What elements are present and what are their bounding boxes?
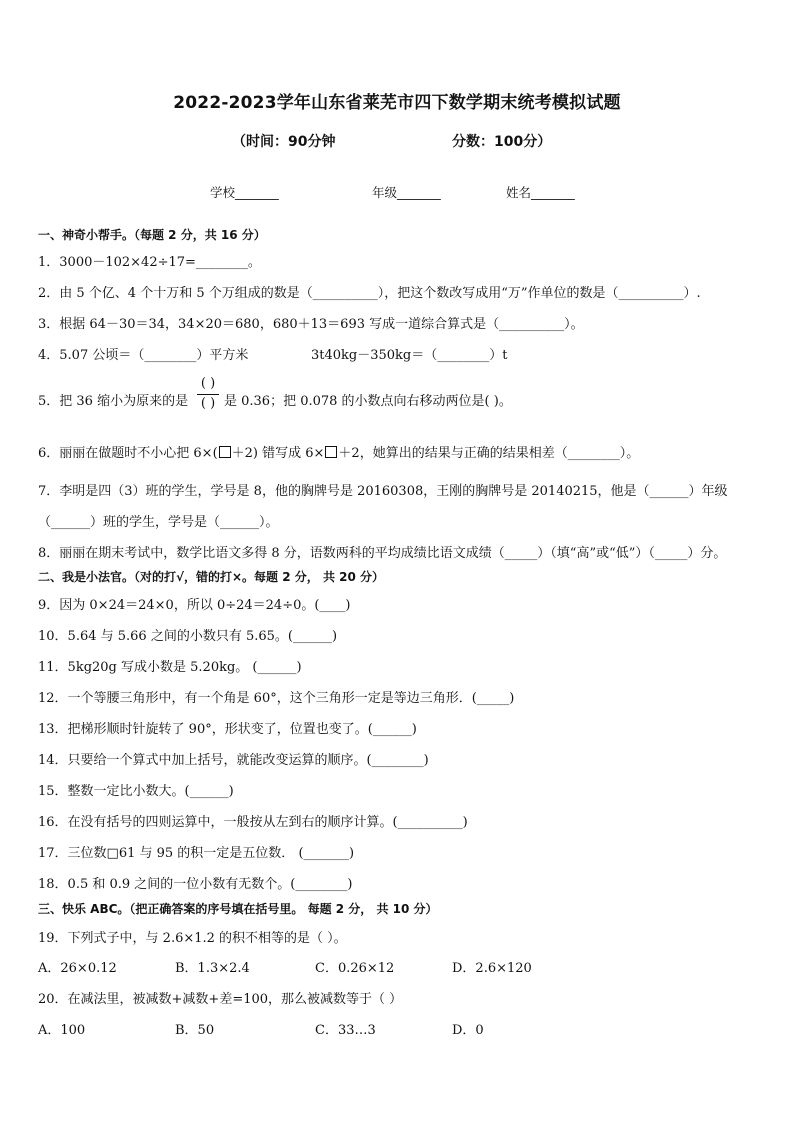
q19-option-a[interactable]: A．26×0.12 — [38, 961, 117, 976]
blank-square-icon — [325, 446, 337, 458]
question-2: 2．由 5 个亿、4 个十万和 5 个万组成的数是（__________），把这个数改写成用“万”作单位的数是（__________）. — [38, 286, 701, 301]
section-2-heading: 二、我是小法官。（对的打√，错的打×。每题 2 分， 共 20 分） — [38, 570, 384, 584]
fraction-denominator[interactable]: ( ) — [200, 396, 216, 411]
question-10: 10．5.64 与 5.66 之间的小数只有 5.65。(______) — [38, 629, 338, 644]
grade-field[interactable]: 年级_______ — [372, 185, 441, 200]
question-7b: （______）班的学生，学号是（______）。 — [38, 515, 279, 530]
question-11: 11．5kg20g 写成小数是 5.20kg。 (______) — [38, 660, 302, 675]
q19-option-d[interactable]: D．2.6×120 — [452, 961, 532, 976]
section-3-heading: 三、快乐 ABC。（把正确答案的序号填在括号里。 每题 2 分， 共 10 分） — [38, 902, 438, 916]
q20-option-d[interactable]: D．0 — [452, 1023, 484, 1038]
question-6-part-a: 6．丽丽在做题时不小心把 6×( — [38, 446, 218, 461]
question-4a: 4．5.07 公顷＝（________）平方米 — [38, 348, 249, 363]
question-8: 8．丽丽在期末考试中，数学比语文多得 8 分，语数两科的平均成绩比语文成绩（_____）（填“高”或“低”）（_____）分。 — [38, 546, 727, 561]
name-field[interactable]: 姓名_______ — [506, 185, 575, 200]
question-6-part-b: ＋2) 错写成 6× — [231, 446, 325, 461]
question-19: 19．下列式子中，与 2.6×1.2 的积不相等的是（ ）。 — [38, 931, 347, 946]
q20-option-b[interactable]: B．50 — [175, 1023, 215, 1038]
page-title: 2022-2023学年山东省莱芜市四下数学期末统考模拟试题 — [173, 93, 621, 113]
question-20: 20．在减法里，被减数+减数+差=100，那么被减数等于（ ） — [38, 992, 403, 1007]
question-6 — [38, 442, 639, 461]
q19-option-c[interactable]: C．0.26×12 — [315, 961, 395, 976]
exam-score: 分数：100分） — [452, 134, 552, 150]
question-5a: 5．把 36 缩小为原来的是 — [38, 394, 189, 409]
question-5b: 是 0.36；把 0.078 的小数点向右移动两位是( )。 — [224, 394, 512, 409]
q19-option-b[interactable]: B．1.3×2.4 — [175, 961, 250, 976]
question-3: 3．根据 64－30＝34，34×20＝680，680＋13＝693 写成一道综合算式是（__________）。 — [38, 317, 584, 332]
question-17: 17．三位数□61 与 95 的积一定是五位数． (_______) — [38, 846, 355, 861]
question-7a: 7．李明是四（3）班的学生，学号是 8，他的胸牌号是 20160308，王刚的胸牌号是 20140215，他是（______）年级 — [38, 484, 728, 499]
question-1: 1．3000－102×42÷17=________。 — [38, 255, 261, 270]
question-16: 16．在没有括号的四则运算中，一般按从左到右的顺序计算。(__________) — [38, 815, 468, 830]
question-18: 18．0.5 和 0.9 之间的一位小数有无数个。(________) — [38, 877, 353, 892]
section-1-heading: 一、神奇小帮手。（每题 2 分，共 16 分） — [38, 228, 266, 242]
question-6-part-c: ＋2，她算出的结果与正确的结果相差（________）。 — [338, 446, 640, 461]
fraction — [195, 376, 221, 413]
question-12: 12．一个等腰三角形中，有一个角是 60°，这个三角形一定是等边三角形．(_____) — [38, 691, 515, 706]
fraction-numerator[interactable]: ( ) — [200, 376, 216, 391]
question-15: 15．整数一定比小数大。(______) — [38, 784, 234, 799]
question-13: 13．把梯形顺时针旋转了 90°，形状变了，位置也变了。(______) — [38, 722, 417, 737]
question-9: 9．因为 0×24＝24×0，所以 0÷24＝24÷0。(____) — [38, 598, 351, 613]
question-14: 14．只要给一个算式中加上括号，就能改变运算的顺序。(________) — [38, 753, 429, 768]
q20-option-a[interactable]: A．100 — [38, 1023, 86, 1038]
school-field[interactable]: 学校_______ — [210, 185, 279, 200]
question-4b: 3t40kg－350kg＝（________）t — [311, 348, 508, 363]
fraction-bar — [197, 394, 219, 395]
q20-option-c[interactable]: C．33…3 — [315, 1023, 376, 1038]
blank-square-icon — [219, 446, 231, 458]
exam-time: （时间：90分钟 — [232, 134, 336, 150]
